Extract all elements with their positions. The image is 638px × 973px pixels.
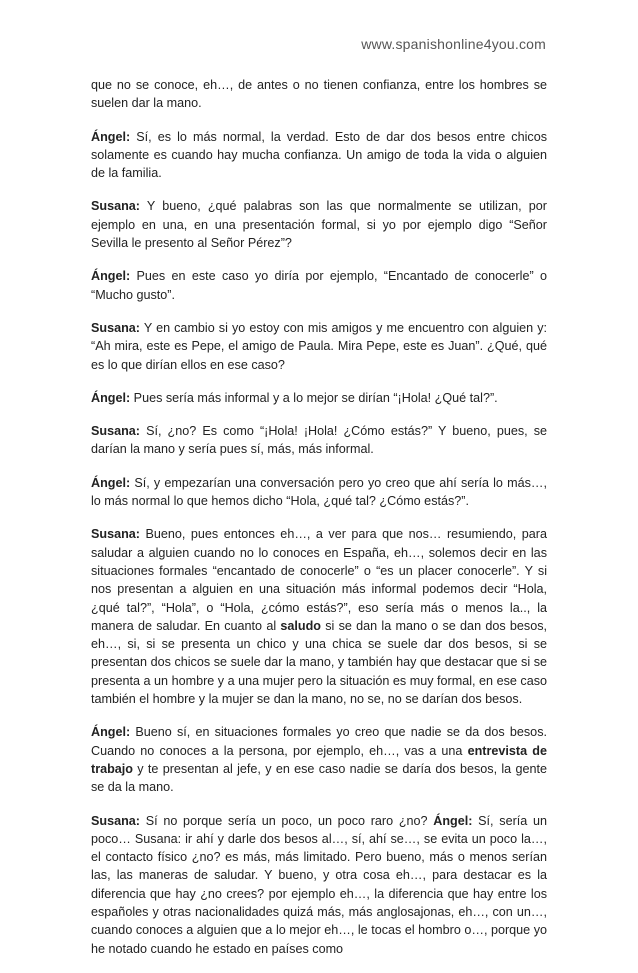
paragraph-text: que no se conoce, eh…, de antes o no tienen confianza, entre los hombres se suelen dar la mano.	[91, 78, 547, 111]
paragraph-susana	[91, 422, 547, 459]
speaker-label: Ángel:	[91, 129, 131, 144]
paragraph-text: Y bueno, ¿qué palabras son las que normalmente se utilizan, por ejemplo en una, en una presentación formal, si yo por ejemplo digo “Señor Sevilla le presento al Señor Pérez”?	[91, 199, 547, 251]
paragraph-angel	[91, 474, 547, 511]
paragraph-text: Pues en este caso yo diría por ejemplo, “Encantado de conocerle” o “Mucho gusto”.	[91, 269, 547, 302]
paragraph-susana	[91, 197, 547, 252]
speaker-label: Susana:	[91, 527, 140, 542]
transcript-body	[91, 76, 547, 973]
paragraph-text: y te presentan al jefe, y en ese caso nadie se daría dos besos, la gente se da la mano.	[91, 761, 547, 795]
paragraph-text: Sí, y empezarían una conversación pero yo creo que ahí sería lo más…, lo más normal lo que hemos dicho “Hola, ¿qué tal? ¿Cómo estás?”.	[91, 475, 547, 509]
paragraph-text: Y en cambio si yo estoy con mis amigos y me encuentro con alguien y: “Ah mira, este es Pepe, el amigo de Paula. Mira Pepe, este es Juan”. ¿Qué, qué es lo que dirían ellos en ese caso?	[91, 320, 547, 372]
paragraph-text: Sí, es lo más normal, la verdad. Esto de dar dos besos entre chicos solamente es cuando hay mucha confianza. Un amigo de toda la vida o alguien de la familia.	[91, 129, 547, 181]
paragraph-text: Sí no porque sería un poco, un poco raro ¿no?	[140, 813, 434, 828]
keyword-saludo: saludo	[280, 618, 321, 633]
keyword-entrevista: entrevista de trabajo	[91, 743, 547, 776]
speaker-label: Susana:	[91, 424, 140, 439]
paragraph-text: si se dan la mano o se dan dos besos, eh…, si, si se presenta un chico y una chica se suele dar dos besos, si se presentan dos chicos se suele dar la mano, y también hay que destacar que si se presenta a un hombre y a una mujer pero la situación es muy formal, en ese caso también el hombre y la mujer se dan la mano, no se, no se darían dos besos.	[91, 618, 547, 707]
speaker-label: Susana:	[91, 813, 140, 828]
paragraph-text: Bueno sí, en situaciones formales yo creo que nadie se da dos besos. Cuando no conoces a la persona, por ejemplo, eh…, vas a una	[91, 725, 547, 758]
paragraph-susana-summary	[91, 525, 547, 708]
paragraph-susana-final	[91, 812, 547, 958]
paragraph-continuation	[91, 76, 547, 113]
paragraph-text: Sí, sería un poco… Susana: ir ahí y darle dos besos al…, sí, ahí se…, se evita un poco la…, el contacto físico ¿no? es más, más limitado. Pero bueno, más o menos serían las, las maneras de saludar. Y bueno, y otra cosa eh…, para destacar es la diferencia que hay ¿no crees? por ejemplo eh…, la diferencia que hay entre los españoles y otras nacionalidades quizá más, más anglosajonas, eh…, con un…, cuando conoces a alguien que a lo mejor eh…, le tocas el hombro o…, porque yo he notado cuando he estado en países como	[91, 813, 547, 956]
speaker-label: Susana:	[91, 320, 140, 335]
speaker-label: Ángel:	[91, 475, 131, 490]
paragraph-angel-formal	[91, 723, 547, 796]
speaker-label: Ángel:	[91, 725, 131, 740]
paragraph-angel	[91, 128, 547, 183]
paragraph-angel	[91, 267, 547, 304]
header-site-url: www.spanishonline4you.com	[361, 36, 546, 52]
speaker-label: Ángel:	[91, 269, 131, 284]
paragraph-text: Pues sería más informal y a lo mejor se dirían “¡Hola! ¿Qué tal?”.	[130, 390, 498, 405]
speaker-label: Susana:	[91, 199, 140, 214]
paragraph-text: Sí, ¿no? Es como “¡Hola! ¡Hola! ¿Cómo estás?” Y bueno, pues, se darían la mano y sería pues sí, más, más informal.	[91, 424, 547, 457]
speaker-label: Ángel:	[433, 813, 473, 828]
paragraph-susana	[91, 319, 547, 374]
speaker-label: Ángel:	[91, 390, 131, 405]
paragraph-angel	[91, 389, 547, 407]
paragraph-text: Bueno, pues entonces eh…, a ver para que nos… resumiendo, para saludar a alguien cuando no lo conoces en España, eh…, solemos decir en las situaciones formales “encantado de conocerle” o “es un placer conocerle”. Y si nos presentan a alguien en una situación más informal podemos decir “Hola, ¿qué tal?”, “Hola”, o “Hola, ¿cómo estás?”, eso sería más o menos la.., la manera de saludar. En cuanto al	[91, 527, 547, 633]
